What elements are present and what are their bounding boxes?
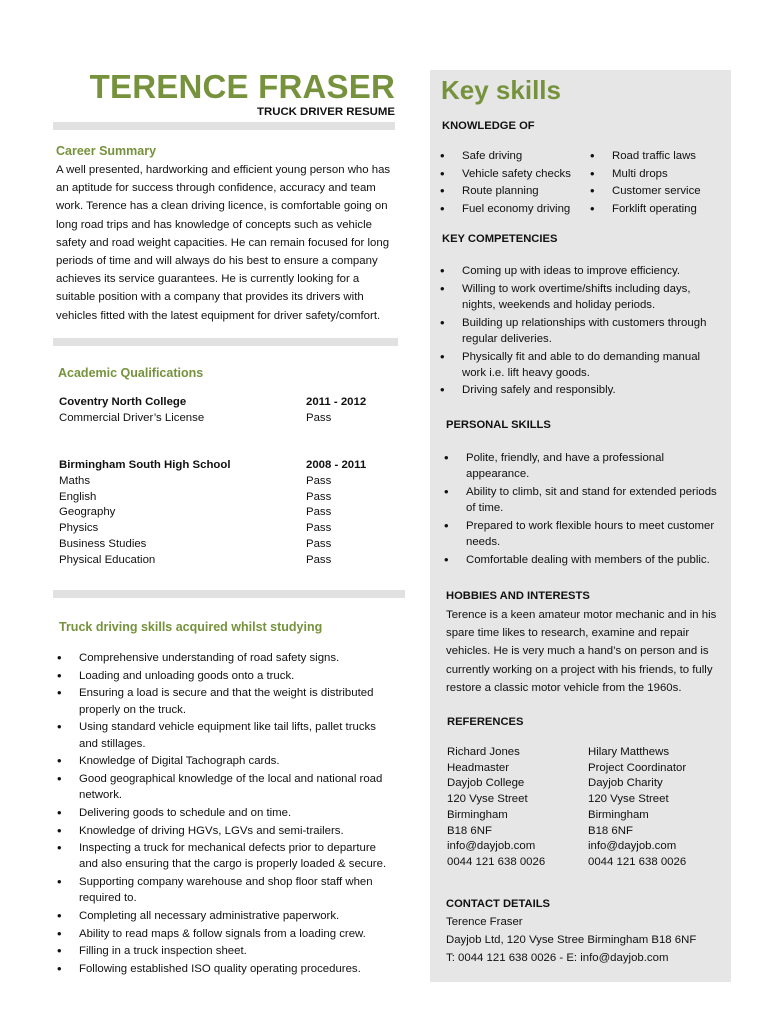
list-item: • Inspecting a truck for mechanical defects prior to departure and also ensuring that the cargo is properly loaded & secure. bbox=[55, 840, 395, 872]
list-item: • Building up relationships with customers through regular deliveries. bbox=[438, 315, 723, 347]
list-item: • Comfortable dealing with members of the public. bbox=[442, 552, 727, 568]
knowledge-list-col2 bbox=[588, 148, 728, 219]
list-item: • Following established ISO quality operating procedures. bbox=[55, 961, 395, 977]
reference-1 bbox=[447, 745, 587, 871]
list-item: • Coming up with ideas to improve efficiency. bbox=[438, 263, 723, 279]
career-summary-text: A well presented, hardworking and efficient young person who has an aptitude for success through confidence, accuracy and team work. Terence has a clean driving licence, is comfortable going on long road trips and has knowledge of concepts such as vehicle safety and road weight capacities. He can remain focused for long periods of time and will always do his best to ensure a company achieves its service guarantees. He is currently looking for a suitable position with a company that provides its drivers with vehicles fitted with the latest equipment for driver safety/comfort. bbox=[56, 164, 391, 322]
result: Pass bbox=[306, 490, 332, 503]
truck-skills-list bbox=[55, 650, 395, 979]
reference-name: Richard Jones bbox=[447, 746, 520, 758]
subject: Commercial Driver’s License bbox=[59, 411, 205, 424]
reference-title: Project Coordinator bbox=[588, 761, 687, 774]
list-item: • Safe driving bbox=[438, 148, 588, 164]
qualification-row bbox=[59, 410, 399, 426]
qualification-row bbox=[59, 504, 399, 520]
reference-postcode: B18 6NF bbox=[588, 824, 633, 837]
academic-heading: Academic Qualifications bbox=[58, 366, 204, 380]
contact-phone-email: T: 0044 121 638 0026 - E: info@dayjob.com bbox=[446, 952, 669, 965]
truck-skills-heading: Truck driving skills acquired whilst studying bbox=[59, 620, 323, 634]
result: Pass bbox=[306, 411, 332, 424]
result: Pass bbox=[306, 522, 332, 535]
reference-street: 120 Vyse Street bbox=[588, 793, 669, 806]
qualification-row bbox=[59, 536, 399, 552]
divider-bar bbox=[53, 122, 395, 130]
divider-bar bbox=[53, 590, 405, 598]
personal-skills-heading: PERSONAL SKILLS bbox=[446, 419, 551, 431]
competencies-list bbox=[438, 263, 723, 400]
reference-city: Birmingham bbox=[447, 808, 508, 821]
knowledge-list-col1 bbox=[438, 148, 588, 219]
subject: Business Studies bbox=[59, 537, 147, 550]
list-item: • Fuel economy driving bbox=[438, 201, 588, 217]
list-item: • Road traffic laws bbox=[588, 148, 728, 164]
school-years: 2008 - 2011 bbox=[306, 459, 367, 471]
reference-name: Hilary Matthews bbox=[588, 746, 670, 758]
list-item: • Ensuring a load is secure and that the weight is distributed properly on the truck. bbox=[55, 685, 395, 717]
reference-title: Headmaster bbox=[447, 761, 510, 774]
reference-phone: 0044 121 638 0026 bbox=[447, 855, 546, 868]
personal-skills-list bbox=[442, 450, 727, 569]
list-item: • Knowledge of Digital Tachograph cards. bbox=[55, 753, 395, 769]
list-item: • Comprehensive understanding of road safety signs. bbox=[55, 650, 395, 666]
school-name: Coventry North College bbox=[59, 396, 187, 408]
competencies-heading: KEY COMPETENCIES bbox=[442, 233, 558, 245]
list-item: • Completing all necessary administrative paperwork. bbox=[55, 908, 395, 924]
list-item: • Forklift operating bbox=[588, 201, 728, 217]
school-name: Birmingham South High School bbox=[59, 459, 231, 471]
school-years: 2011 - 2012 bbox=[306, 396, 367, 408]
reference-postcode: B18 6NF bbox=[447, 824, 492, 837]
resume-name: TERENCE FRASER bbox=[89, 68, 395, 105]
subject: Maths bbox=[59, 474, 91, 487]
key-skills-title: Key skills bbox=[441, 75, 561, 105]
list-item: • Using standard vehicle equipment like tail lifts, pallet trucks and stillages. bbox=[55, 719, 395, 751]
list-item: • Delivering goods to schedule and on time. bbox=[55, 805, 395, 821]
list-item: • Loading and unloading goods onto a truck. bbox=[55, 668, 395, 684]
list-item: • Knowledge of driving HGVs, LGVs and semi-trailers. bbox=[55, 823, 395, 839]
qualification-row bbox=[59, 473, 399, 489]
list-item: • Willing to work overtime/shifts including days, nights, weekends and holiday periods. bbox=[438, 281, 723, 313]
qualification-header bbox=[59, 394, 399, 410]
subject: English bbox=[59, 490, 97, 503]
reference-phone: 0044 121 638 0026 bbox=[588, 855, 687, 868]
list-item: • Supporting company warehouse and shop floor staff when required to. bbox=[55, 874, 395, 906]
result: Pass bbox=[306, 506, 332, 519]
hobbies-heading: HOBBIES AND INTERESTS bbox=[446, 590, 590, 602]
list-item: • Route planning bbox=[438, 183, 588, 199]
contact-name: Terence Fraser bbox=[446, 916, 523, 928]
list-item: • Filling in a truck inspection sheet. bbox=[55, 943, 395, 959]
list-item: • Good geographical knowledge of the local and national road network. bbox=[55, 771, 395, 803]
subject: Geography bbox=[59, 506, 116, 519]
list-item: • Ability to read maps & follow signals from a loading crew. bbox=[55, 926, 395, 942]
reference-email: info@dayjob.com bbox=[447, 840, 536, 853]
subject: Physics bbox=[59, 522, 99, 535]
qualification-group bbox=[59, 457, 399, 568]
reference-2 bbox=[588, 745, 728, 871]
hobbies-text: Terence is a keen amateur motor mechanic and in his spare time likes to research, examine and repair vehicles. He is very much a hand’s on person and is currently working on a project with his friends, to fully restore a classic motor vehicle from the 1960s. bbox=[446, 609, 717, 694]
contact-heading: CONTACT DETAILS bbox=[446, 898, 550, 910]
list-item: • Driving safely and responsibly. bbox=[438, 382, 723, 398]
reference-company: Dayjob Charity bbox=[588, 777, 663, 790]
result: Pass bbox=[306, 474, 332, 487]
contact-address: Dayjob Ltd, 120 Vyse Stree Birmingham B18 6NF bbox=[446, 934, 697, 947]
qualification-group bbox=[59, 394, 399, 426]
references-heading: REFERENCES bbox=[447, 716, 524, 728]
reference-street: 120 Vyse Street bbox=[447, 793, 528, 806]
list-item: • Ability to climb, sit and stand for extended periods of time. bbox=[442, 484, 727, 516]
reference-company: Dayjob College bbox=[447, 777, 525, 790]
contact-details bbox=[446, 913, 726, 968]
divider-bar bbox=[53, 338, 398, 346]
qualification-row bbox=[59, 520, 399, 536]
list-item: • Multi drops bbox=[588, 166, 728, 182]
result: Pass bbox=[306, 553, 332, 566]
result: Pass bbox=[306, 537, 332, 550]
list-item: • Polite, friendly, and have a professional appearance. bbox=[442, 450, 727, 482]
resume-subtitle: TRUCK DRIVER RESUME bbox=[257, 106, 395, 118]
list-item: • Prepared to work flexible hours to meet customer needs. bbox=[442, 518, 727, 550]
qualification-header bbox=[59, 457, 399, 473]
list-item: • Vehicle safety checks bbox=[438, 166, 588, 182]
list-item: • Physically fit and able to do demanding manual work i.e. lift heavy goods. bbox=[438, 349, 723, 381]
reference-city: Birmingham bbox=[588, 808, 649, 821]
qualification-row bbox=[59, 552, 399, 568]
subject: Physical Education bbox=[59, 553, 156, 566]
career-summary-heading: Career Summary bbox=[56, 144, 157, 158]
list-item: • Customer service bbox=[588, 183, 728, 199]
reference-email: info@dayjob.com bbox=[588, 840, 677, 853]
qualification-row bbox=[59, 489, 399, 505]
knowledge-heading: KNOWLEDGE OF bbox=[442, 120, 535, 132]
